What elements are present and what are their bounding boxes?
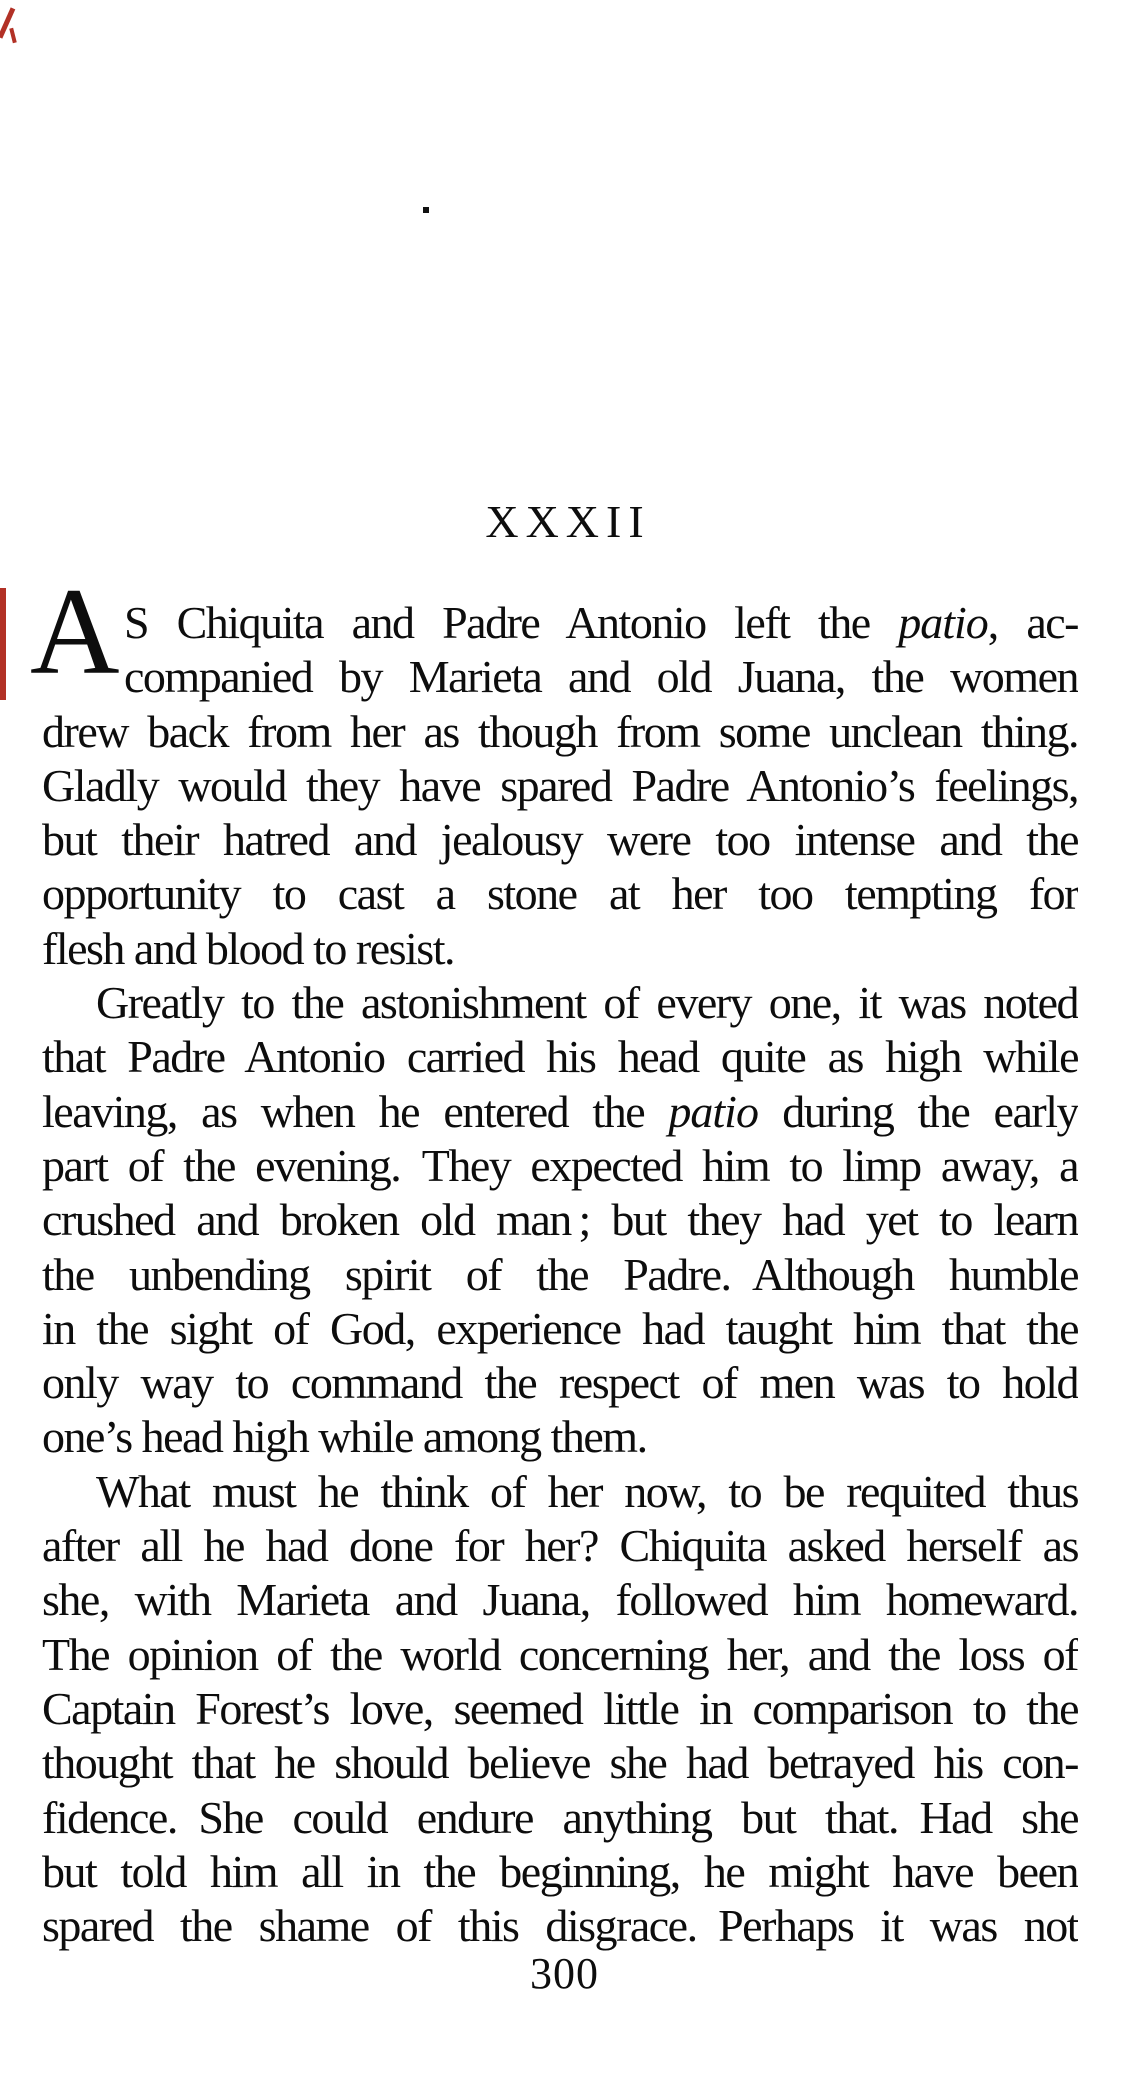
text-line <box>42 1193 1078 1247</box>
text-line <box>42 867 1078 921</box>
italic-word: patio <box>898 597 988 648</box>
text-segment: drew back from her as though from some unclean thing. <box>42 705 1078 757</box>
text-segment: Gladly would they have spared Padre Antonio’s feelings, <box>42 759 1078 811</box>
text-segment: after all he had done for her? Chiquita asked herself as <box>42 1520 1078 1572</box>
page-number: 300 <box>530 1949 599 1998</box>
text-line <box>42 1682 1078 1736</box>
text-segment: only way to command the respect of men was to hold <box>42 1357 1078 1409</box>
text-line <box>42 813 1078 867</box>
text-line <box>42 1519 1078 1573</box>
drop-cap: A <box>30 563 120 700</box>
text-segment: , ac- <box>987 597 1078 648</box>
text-segment: but their hatred and jealousy were too intense and the <box>42 814 1078 866</box>
text-segment: The opinion of the world concerning her, and the loss of <box>42 1628 1078 1680</box>
ink-dot-artifact <box>423 207 429 213</box>
text-segment: thought that he should believe she had betrayed his con- <box>42 1737 1078 1789</box>
text-line <box>42 1465 1078 1519</box>
text-line <box>42 1248 1078 1302</box>
text-segment: part of the evening. They expected him to limp away, a <box>42 1139 1078 1191</box>
text-segment: flesh and blood to resist. <box>42 922 454 974</box>
text-segment: What must he think of her now, to be requited thus <box>96 1465 1078 1517</box>
italic-word: patio <box>668 1085 758 1137</box>
text-line <box>42 596 1078 650</box>
text-segment: one’s head high while among them. <box>42 1411 647 1463</box>
red-edge-mark <box>0 588 6 700</box>
text-segment: opportunity to cast a stone at her too tempting for <box>42 868 1078 920</box>
text-line <box>42 922 1078 976</box>
text-line <box>42 1845 1078 1899</box>
chapter-heading: XXXII <box>485 496 651 547</box>
text-segment: but told him all in the beginning, he might have been <box>42 1845 1078 1897</box>
text-segment: crushed and broken old man ; but they had yet to learn <box>42 1194 1078 1246</box>
text-line <box>42 705 1078 759</box>
text-line <box>42 650 1078 704</box>
text-segment: leaving, as when he entered the <box>42 1085 669 1137</box>
text-segment: S Chiquita and Padre Antonio left the <box>124 597 899 648</box>
text-line <box>42 1030 1078 1084</box>
text-segment: fidence. She could endure anything but that. Had she <box>42 1791 1078 1843</box>
text-line <box>42 976 1078 1030</box>
text-segment: Captain Forest’s love, seemed little in comparison to the <box>42 1682 1078 1734</box>
text-line <box>42 1139 1078 1193</box>
text-line <box>42 1302 1078 1356</box>
text-line <box>42 1899 1078 1953</box>
text-line <box>42 759 1078 813</box>
text-line <box>42 1573 1078 1627</box>
page-text <box>42 596 1078 1953</box>
text-line <box>42 1791 1078 1845</box>
text-segment: that Padre Antonio carried his head quite as high while <box>42 1031 1078 1083</box>
text-segment: she, with Marieta and Juana, followed him homeward. <box>42 1574 1078 1626</box>
text-line <box>42 1628 1078 1682</box>
text-segment: spared the shame of this disgrace. Perhaps it was not <box>42 1900 1078 1952</box>
text-segment: Greatly to the astonishment of every one, it was noted <box>96 977 1078 1029</box>
text-segment: in the sight of God, experience had taught him that the <box>42 1302 1078 1354</box>
text-line <box>42 1356 1078 1410</box>
text-segment: companied by Marieta and old Juana, the women <box>124 651 1078 703</box>
text-line <box>42 1410 1078 1464</box>
text-line <box>42 1736 1078 1790</box>
text-segment: during the early <box>757 1085 1078 1137</box>
text-segment: the unbending spirit of the Padre. Although humble <box>42 1248 1078 1300</box>
red-corner-mark-2 <box>9 28 17 44</box>
text-line <box>42 1085 1078 1139</box>
